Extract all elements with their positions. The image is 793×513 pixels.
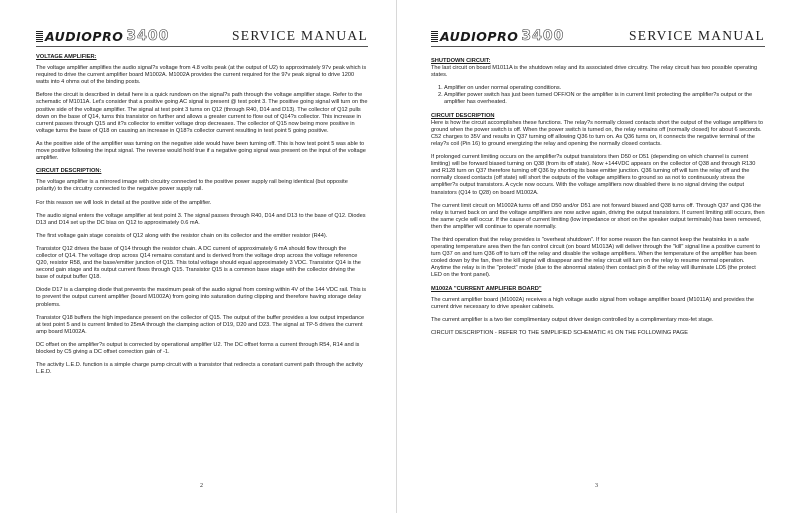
- paragraph: Diode D17 is a clamping diode that prevents the maximum peak of the audio signal from coming within 4V of the 144 VDC rail. This is to prevent the output current amplifier (board M1002A) from going into saturation during clipping and therefore having storage delay problems.: [36, 287, 367, 308]
- right-page: [397, 0, 793, 513]
- section-heading: SHUTDOWN CIRCUIT:: [431, 58, 491, 64]
- paragraph: As the positive side of the amplifier was turning on the negative side would have been turning off. This is how test point 5 was able to move positive following the input signal. The reverse would hold true if a negative going signal was present on the input of the voltage amplifier.: [36, 140, 366, 162]
- page-header: [431, 27, 765, 47]
- paragraph: The current amplifier board (M1002A) receives a high voltage audio signal from voltage amplifier board (M1011A) and provides the current drive necessary to drive speaker cabinets.: [431, 296, 754, 310]
- logo-brand: AUDIOPRO: [440, 28, 519, 44]
- logo-model: 3400: [521, 28, 565, 44]
- list-item: [438, 85, 765, 92]
- logo-model: 3400: [126, 28, 170, 44]
- logo-bars-icon: [36, 30, 43, 42]
- section-heading: M1002A "CURRENT AMPLIFIER BOARD": [431, 285, 542, 292]
- list-text: Amplifier power switch has just been turned OFF/ON or the amplifier is in current limit protecting the amplifier?s output or the amplifier has overheated.: [444, 92, 753, 106]
- paragraph: Transistor Q18 buffers the high impedance present on the collector of Q15. The output of the buffer provides a low output impedance at test point 5 and is current limited to 25mA through the clamping action of D19, D20 and D23. The signal at TP-5 drives the current amp board M1002A.: [36, 314, 365, 335]
- header-rule: [431, 46, 765, 47]
- list-text: Amplifier on under normal operating conditions.: [444, 85, 562, 92]
- paragraph: The first voltage gain stage consists of Q12 along with the resistor chain on its collector and the emitter resistor (R44).: [36, 232, 328, 239]
- paragraph: The voltage amplifier amplifies the audio signal?s voltage from 4.8 volts peak (at the output of U2) to approximately 97v peak which is required to drive the current amplifier board M1002A. M1002A provides the current required for the 97v peak signal to drive 1200 watts into 4 ohms out of the binding posts.: [36, 65, 367, 86]
- shutdown-states-list: [431, 85, 765, 106]
- header-title: SERVICE MANUAL: [232, 28, 368, 43]
- brand-logo: [36, 27, 169, 45]
- paragraph: For this reason we will look in detail at the positive side of the amplifier.: [36, 199, 212, 206]
- paragraph: The third operation that the relay provides is "overheat shutdown". If for some reason the fan cannot keep the heatsinks in a safe operating temperature area then the fan control circuit (on board M1013A) will deliver through the "kill" signal line a positive current to turn Q37 on and turn Q36 off to turn off the relay and disable the voltage amplifiers. When the temperature of the amplifier has been cooled down by the fan, then the kill signal will disappear and the relay circuit will turn on the relay to resume normal operation. Anytime the relay is in the "protect" mode (due to the abnormal states) then contact pin 8 of the relay will illuminate LD5 (the protect LED on the front panel).: [431, 236, 761, 279]
- paragraph: DC offset on the amplifier?s output is corrected by operational amplifier U2. The DC offset forms a current through R54, R14 and is blocked by C5 giving a DC offset correction gain of -1.: [36, 341, 360, 355]
- paragraph: The voltage amplifier is a mirrored image with circuitry connected to the positive power supply rail being identical (but opposite polarity) to the circuitry connected to the negative power supply rail.: [36, 179, 348, 193]
- page-body: [431, 58, 765, 337]
- list-number: 2.: [438, 92, 443, 99]
- section-heading: VOLTAGE AMPLIFIER:: [36, 54, 97, 60]
- header-title: SERVICE MANUAL: [629, 28, 765, 43]
- paragraph: Before the circuit is described in detail here is a quick rundown on the signal?s path through the voltage amplifier stage. Refer to the schematic of M1011A. Let's consider that a positive going AC signal is present @ test point 3. The positive going signal will turn on the positive side of the voltage amplifier. The signal at test point 3 turns on Q12 (through R40, D14 and D13). The collector of Q12 pulls down on the base of Q14, turns this transistor on further and allows a greater current to flow out of Q14?s collector. This increase in current passes through Q15 and it?s collector to emitter voltage drop decreases. The collector of Q15 now being more positive in voltage turns the base of Q18 on causing an increase in Q18?s collector current resulting in test point 5 going positive.: [36, 92, 368, 134]
- paragraph: The current amplifier is a two tier complimentary output driver design controlled by a complimentary mos-fet stage.: [431, 316, 714, 323]
- section-heading: CIRCUIT DESCRIPTION:: [36, 168, 102, 175]
- left-page: [0, 0, 396, 513]
- logo-bars-icon: [431, 30, 438, 42]
- list-number: 1.: [438, 85, 443, 92]
- paragraph: If prolonged current limiting occurs on the amplifier?s output transistors then D50 or D51 (depending on which channel is current limiting) will be forward biased turning on Q38 (from its off state). Now +144VDC appears on the collector of Q38 and through R130 and R128 turn on Q37 therefore turning off Q36 by shorting its base emitter junction. Q36 turning off will turn the relay off and the normally closed contacts (off state) will short the outputs of the voltage amplifiers to ground so as not to continuously stress the amplifier?s output transistors. A cycle now occurs. With the voltage amplifiers now disabled there is no signal driving the output transistors (Q14 to Q28) on board M1002A.: [431, 154, 756, 196]
- logo-brand: AUDIOPRO: [45, 28, 124, 44]
- paragraph: The activity L.E.D. function is a simple charge pump circuit with a transistor that redirects a constant current path through the activity L.E.D.: [36, 362, 363, 376]
- paragraph: The current limit circuit on M1002A turns off and D50 and/or D51 are not forward biased and Q38 turns off. Through Q37 and Q36 the relay is turned back on and the voltage amplifiers are now active again, driving the output transistors. If current limiting still occurs, then the same cycle will occur. If the cause of current limiting (low impedance or short on the speaker output terminals) has been removed, then the amplifier will continue to operate normally.: [431, 202, 765, 230]
- page-number: 3: [595, 483, 598, 489]
- closing-note: CIRCUIT DESCRIPTION - REFER TO THE SIMPLIFIED SCHEMATIC #1 ON THE FOLLOWING PAGE: [431, 329, 688, 336]
- page-header: [36, 27, 368, 47]
- page-body: [36, 54, 368, 382]
- paragraph: The last circuit on board M1011A is the shutdown relay and its associated drive circuitry. The relay circuit has two possible operating states.: [431, 65, 758, 79]
- section-heading: CIRCUIT DESCRIPTION: [431, 112, 495, 119]
- page-number: 2: [200, 483, 203, 489]
- header-rule: [36, 46, 368, 47]
- list-item: [438, 92, 765, 106]
- paragraph: Transistor Q12 drives the base of Q14 through the resistor chain. A DC current of approximately 6 mA should flow through the collector of Q14. The voltage drop across Q14 remains constant and is derived from the voltage drop across the voltage reference Q20, resistor R58, and the base/emitter junction of Q15. This total voltage should equal approximately 3 VDC. Transistor Q14 is the second gain stage and its output current flows through Q15. Transistor Q15 is a common base stage with the collector driving the base of output buffer Q18.: [36, 245, 361, 281]
- brand-logo: [431, 27, 564, 45]
- paragraph: Here is how the circuit accomplishes these functions. The relay?s normally closed contacts short the output of the voltage amplifiers to ground when the power switch is off. When the power switch is turned on, the relay remains off (normally closed) for about 6 seconds. C52 charges to 35V and results in Q37 turning off allowing Q36 to turn on. As Q36 turns on, it connects the negative terminal of the relay?s coil (Pin 16) to ground energizing the relay and opening the normally closed contacts.: [431, 119, 763, 147]
- paragraph: The audio signal enters the voltage amplifier at test point 3. The signal passes through R40, D14 and D13 to the base of Q12. Diodes D13 and D14 set up the DC bias on Q12 to approximately 0.6 mA.: [36, 212, 366, 226]
